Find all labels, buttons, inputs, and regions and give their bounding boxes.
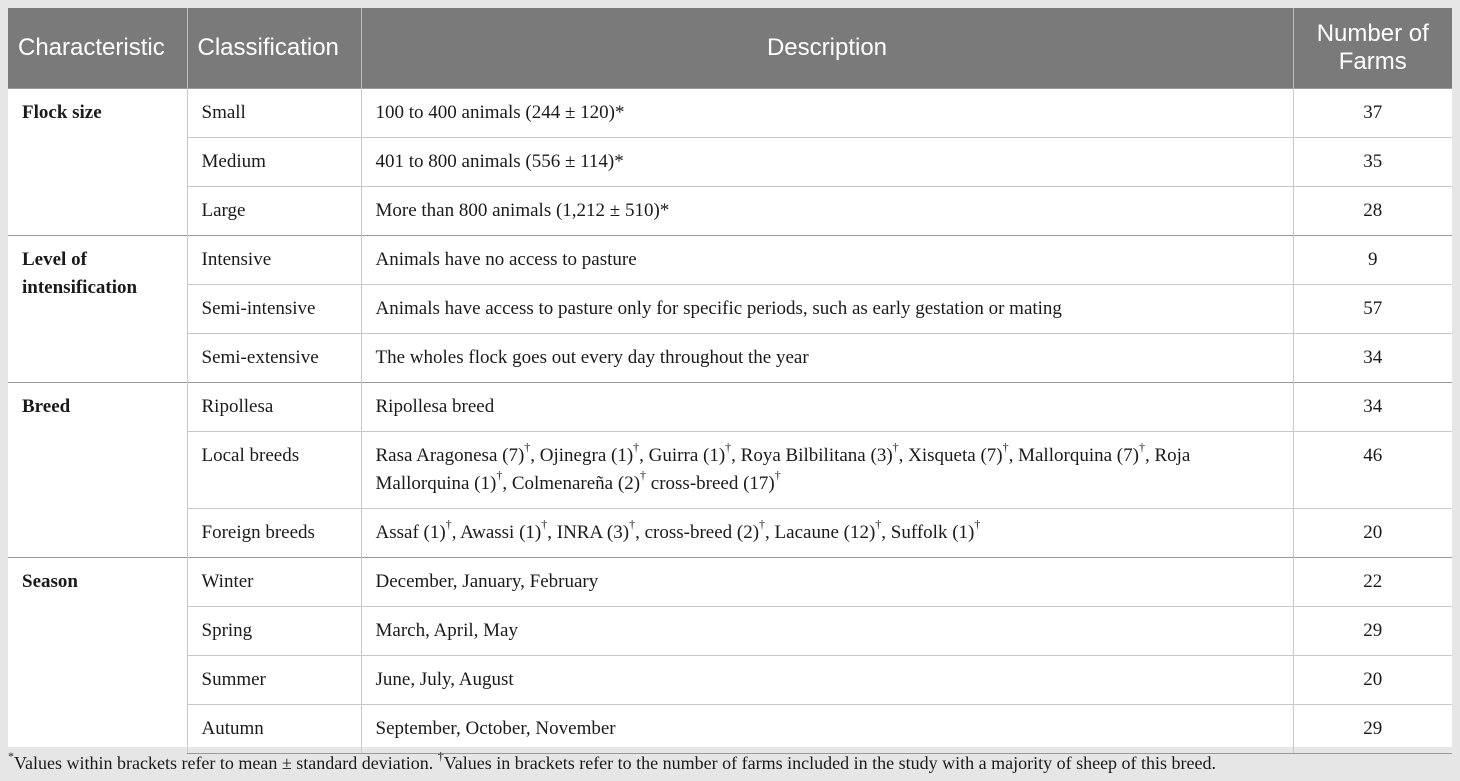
description-cell: Animals have no access to pasture xyxy=(361,235,1293,284)
description-part: , Roja Mallorquina (1) xyxy=(375,444,1191,494)
classification-cell: Semi-intensive xyxy=(187,284,361,333)
table-row xyxy=(8,508,1452,557)
characteristic-cell: Season xyxy=(8,557,187,753)
classification-cell: Foreign breeds xyxy=(187,508,361,557)
dagger-mark: † xyxy=(892,440,899,455)
dagger-mark: † xyxy=(725,440,732,455)
classification-cell: Large xyxy=(187,186,361,235)
description-part: , Colmenareña (2) xyxy=(502,472,641,494)
table-row xyxy=(8,431,1452,508)
header-classification: Classification xyxy=(187,8,361,88)
farms-count-cell: 34 xyxy=(1293,333,1452,382)
farms-count-cell: 29 xyxy=(1293,704,1452,753)
description-cell: March, April, May xyxy=(361,606,1293,655)
table-body xyxy=(8,88,1452,753)
description-cell: June, July, August xyxy=(361,655,1293,704)
header-description: Description xyxy=(361,8,1293,88)
dagger-mark: † xyxy=(445,517,452,532)
table-row xyxy=(8,137,1452,186)
table-row xyxy=(8,333,1452,382)
description-cell: September, October, November xyxy=(361,704,1293,753)
description-part: cross-breed (17) xyxy=(646,472,775,494)
table-row xyxy=(8,235,1452,284)
farms-count-cell: 46 xyxy=(1293,431,1452,508)
table-footnote xyxy=(8,749,1452,777)
dagger-mark: † xyxy=(774,468,781,483)
farms-count-cell: 37 xyxy=(1293,88,1452,137)
description-cell: Animals have access to pasture only for specific periods, such as early gestation or mating xyxy=(361,284,1293,333)
classification-cell: Spring xyxy=(187,606,361,655)
characteristic-cell: Flock size xyxy=(8,88,187,235)
farms-count-cell: 28 xyxy=(1293,186,1452,235)
table-row xyxy=(8,557,1452,606)
table-container xyxy=(8,8,1452,747)
description-cell: 100 to 400 animals (244 ± 120)* xyxy=(361,88,1293,137)
classification-cell: Small xyxy=(187,88,361,137)
description-cell: 401 to 800 animals (556 ± 114)* xyxy=(361,137,1293,186)
description-part: , cross-breed (2) xyxy=(635,521,760,543)
description-cell: December, January, February xyxy=(361,557,1293,606)
description-part: , Xisqueta (7) xyxy=(898,444,1003,466)
description-part: Rasa Aragonesa (7) xyxy=(375,444,525,466)
dagger-mark: † xyxy=(1002,440,1009,455)
description-part: , Awassi (1) xyxy=(451,521,542,543)
table-row xyxy=(8,382,1452,431)
description-part: , INRA (3) xyxy=(547,521,630,543)
dagger-mark: † xyxy=(633,440,640,455)
table-row xyxy=(8,655,1452,704)
description-cell xyxy=(361,431,1293,508)
farms-count-cell: 29 xyxy=(1293,606,1452,655)
footnote-text-2: Values in brackets refer to the number of farms included in the study with a majority of sheep of this breed. xyxy=(443,753,1217,773)
farms-count-cell: 20 xyxy=(1293,508,1452,557)
footnote-dagger: † xyxy=(437,749,444,763)
farms-count-cell: 22 xyxy=(1293,557,1452,606)
table-row xyxy=(8,284,1452,333)
farms-count-cell: 9 xyxy=(1293,235,1452,284)
dagger-mark: † xyxy=(629,517,636,532)
description-part: , Guirra (1) xyxy=(639,444,726,466)
classification-cell: Medium xyxy=(187,137,361,186)
description-cell: The wholes flock goes out every day throughout the year xyxy=(361,333,1293,382)
dagger-mark: † xyxy=(496,468,503,483)
dagger-mark: † xyxy=(875,517,882,532)
farm-characteristics-table xyxy=(8,8,1452,754)
table-row xyxy=(8,704,1452,753)
farms-count-cell: 57 xyxy=(1293,284,1452,333)
farms-count-cell: 35 xyxy=(1293,137,1452,186)
dagger-mark: † xyxy=(974,517,981,532)
farms-count-cell: 34 xyxy=(1293,382,1452,431)
header-characteristic: Characteristic xyxy=(8,8,187,88)
table-row xyxy=(8,606,1452,655)
table-header xyxy=(8,8,1452,88)
classification-cell: Ripollesa xyxy=(187,382,361,431)
characteristic-cell: Breed xyxy=(8,382,187,557)
footnote-text-1: Values within brackets refer to mean ± standard deviation. xyxy=(14,753,438,773)
dagger-mark: † xyxy=(541,517,548,532)
description-cell: More than 800 animals (1,212 ± 510)* xyxy=(361,186,1293,235)
description-cell xyxy=(361,508,1293,557)
header-number-of-farms: Number of Farms xyxy=(1293,8,1452,88)
table-row xyxy=(8,186,1452,235)
classification-cell: Local breeds xyxy=(187,431,361,508)
dagger-mark: † xyxy=(759,517,766,532)
classification-cell: Winter xyxy=(187,557,361,606)
farms-count-cell: 20 xyxy=(1293,655,1452,704)
footnote-asterisk: * xyxy=(8,749,14,763)
classification-cell: Autumn xyxy=(187,704,361,753)
dagger-mark: † xyxy=(1138,440,1145,455)
description-cell: Ripollesa breed xyxy=(361,382,1293,431)
description-part: , Lacaune (12) xyxy=(765,521,876,543)
classification-cell: Intensive xyxy=(187,235,361,284)
table-row xyxy=(8,88,1452,137)
characteristic-cell: Level of intensification xyxy=(8,235,187,382)
dagger-mark: † xyxy=(524,440,531,455)
description-part: , Ojinegra (1) xyxy=(530,444,634,466)
description-part: , Roya Bilbilitana (3) xyxy=(731,444,893,466)
description-part: , Mallorquina (7) xyxy=(1008,444,1139,466)
classification-cell: Semi-extensive xyxy=(187,333,361,382)
description-part: , Suffolk (1) xyxy=(881,521,975,543)
dagger-mark: † xyxy=(640,468,647,483)
description-part: Assaf (1) xyxy=(375,521,446,543)
classification-cell: Summer xyxy=(187,655,361,704)
